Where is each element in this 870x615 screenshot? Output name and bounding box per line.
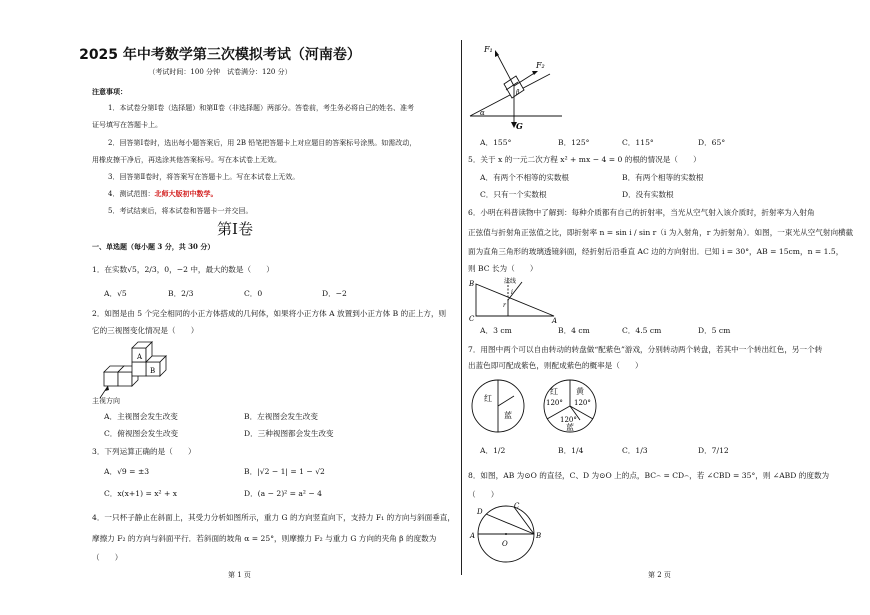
q8-circle-figure [468,502,548,564]
q4-incline-figure [466,38,566,132]
q7-choice-a[interactable]: A．1/2 [480,446,506,455]
wheel2-yellow-label: 黄 [576,387,584,396]
vertex-a-label: A [552,317,558,324]
q2-choice-a[interactable]: A．主视图会发生改变 [104,412,178,421]
q1-choice-b[interactable]: B．2/3 [168,289,194,298]
q6-prism-figure [466,274,566,324]
q3-choice-a[interactable]: A．√9 = ±3 [104,467,150,476]
question-2-stem: 2．如图是由 5 个完全相同的小正方体搭成的几何体，如果将小正方体 A 放置到小正方体 B 的正上方，则 [92,309,447,318]
q4-choice-c[interactable]: C．115° [622,138,654,147]
vertex-b-label: B [469,280,475,288]
wheel2-blue-label: 蓝 [566,423,574,432]
wheel1-blue-label: 蓝 [504,411,512,420]
wheel2-angle-label: 120° [546,399,563,407]
wheel1-red-label: 红 [484,394,492,403]
page-title: 2025 年中考数学第三次模拟考试（河南卷） [79,47,361,63]
notice-line: 2．回答第Ⅰ卷时，选出每小题答案后，用 2B 铅笔把答题卡上对应题目的答案标号涂黑。如需改动， [108,139,417,147]
question-6-stem-cont: 面为直角三角形的玻璃透镜斜面，经折射后沿垂直 AC 边的方向射出．已知 i = 30°，AB = 15cm，n = 1.5， [468,247,844,256]
question-6-stem-cont: 则 BC 长为（ ） [468,264,538,273]
question-3-stem: 3．下列运算正确的是（ ） [92,447,196,456]
page-divider [461,40,462,575]
center-o-label: O [502,540,508,548]
wheel2-angle-label: 120° [574,399,591,407]
q5-choice-d[interactable]: D．没有实数根 [622,190,674,199]
point-a-label: A [470,532,476,540]
angle-r-label: r [503,302,506,309]
angle-i-label: i [511,289,513,296]
q1-choice-c[interactable]: C．0 [244,289,263,298]
question-4-blank: （ ） [92,553,123,562]
question-5-stem: 5．关于 x 的一元二次方程 x² + mx − 4 = 0 的根的情况是（ ） [468,155,701,164]
question-6-stem-cont: 正弦值与折射角正弦值之比，即折射率 n = sin i / sin r（i 为入射角，r 为折射角）．如图，一束光从空气射向横截 [468,228,854,237]
angle-alpha-label: α [480,109,485,117]
q5-choice-a[interactable]: A．有两个不相等的实数根 [480,173,570,182]
question-8-blank: （ ） [468,490,499,499]
q6-choice-d[interactable]: D．5 cm [698,326,731,335]
force-f2-label: F₂ [536,61,545,70]
q2-choice-b[interactable]: B．左视图会发生改变 [244,412,318,421]
question-1-stem: 1．在实数√5，2/3，0，−2 中，最大的数是（ ） [92,265,274,274]
exam-subtitle: （考试时间：100 分钟 试卷满分：120 分） [148,68,292,76]
notice-line: 用橡皮擦干净后，再选涂其他答案标号。写在本试卷上无效。 [92,156,281,164]
q7-spinner-figure [470,378,610,436]
figure-caption: 主视方向 [92,397,120,405]
q7-choice-d[interactable]: D．7/12 [698,446,729,455]
test-scope: 北师大版初中数学。 [154,189,218,198]
notice-line: 1．本试卷分第Ⅰ卷（选择题）和第Ⅱ卷（非选择题）两部分。答卷前，考生务必将自己的姓名、准考 [108,104,414,112]
notice-line [108,189,217,199]
q4-choice-a[interactable]: A．155° [480,138,512,147]
part-heading: 一、单选题（每小题 3 分，共 30 分） [92,242,215,251]
q1-choice-d[interactable]: D．−2 [322,289,347,298]
q5-choice-c[interactable]: C．只有一个实数根 [480,190,547,199]
notice-heading: 注意事项： [92,87,127,96]
page-footer-1: 第 1 页 [228,571,251,579]
q7-choice-b[interactable]: B．1/4 [558,446,584,455]
question-7-stem-cont: 出蓝色即可配成紫色，则配成紫色的概率是（ ） [468,361,643,370]
q5-choice-b[interactable]: B．有两个相等的实数根 [622,173,704,182]
point-b-label: B [536,532,542,540]
question-6-stem: 6．小明在科普读物中了解到：每种介质都有自己的折射率，当光从空气射入该介质时，折射率为入射角 [468,208,815,217]
q2-cube-figure [96,338,186,404]
notice-line: 5．考试结束后，将本试卷和答题卡一并交回。 [108,207,253,215]
angle-beta-label: β [516,89,520,96]
page-footer-2: 第 2 页 [648,571,671,579]
question-2-stem-cont: 它的三视图变化情况是（ ） [92,326,199,335]
vertex-c-label: C [469,315,475,323]
notice-line: 证号填写在答题卡上。 [92,121,162,129]
normal-line-label: 法线 [504,278,517,285]
q6-choice-a[interactable]: A．3 cm [480,326,512,335]
question-4-stem: 4．一只杯子静止在斜面上，其受力分析如图所示，重力 G 的方向竖直向下，支持力 F₁ 的方向与斜面垂直， [92,513,455,522]
section-title: 第Ⅰ卷 [217,220,253,238]
force-f1-label: F₁ [484,45,493,54]
q7-choice-c[interactable]: C．1/3 [622,446,648,455]
q6-choice-c[interactable]: C．4.5 cm [622,326,662,335]
q6-choice-b[interactable]: B．4 cm [558,326,590,335]
wheel2-angle-label: 120° [560,416,577,424]
notice-label: 4．测试范围： [108,190,155,198]
cube-label-a: A [137,353,143,361]
q3-choice-c[interactable]: C．x(x+1) = x² + x [104,489,178,498]
point-c-label: C [514,502,520,510]
q2-choice-c[interactable]: C．俯视图会发生改变 [104,429,179,438]
question-7-stem: 7．用图中两个可以自由转动的转盘做“配紫色”游戏，分别转动两个转盘，若其中一个转出红色，另一个转 [468,345,823,354]
q4-choice-b[interactable]: B．125° [558,138,590,147]
q2-choice-d[interactable]: D．三种视图都会发生改变 [244,429,334,438]
q3-choice-d[interactable]: D．(a − 2)² = a² − 4 [244,489,322,498]
wheel2-red-label: 红 [550,387,558,396]
q4-choice-d[interactable]: D．65° [698,138,726,147]
point-d-label: D [477,508,483,516]
notice-line: 3．回答第Ⅱ卷时，将答案写在答题卡上。写在本试卷上无效。 [108,173,300,181]
gravity-g-label: G [516,121,523,131]
question-4-stem-cont: 摩擦力 F₂ 的方向与斜面平行．若斜面的坡角 α = 25°，则摩擦力 F₂ 与重力 G 方向的夹角 β 的度数为 [92,534,437,543]
question-8-stem: 8．如图，AB 为⊙O 的直径，C、D 为⊙O 上的点，BC⌢ = CD⌢，若 ∠CBD = 35°，则 ∠ABD 的度数为 [468,471,830,480]
q1-choice-a[interactable]: A．√5 [104,289,127,298]
q3-choice-b[interactable]: B．|√2 − 1| = 1 − √2 [244,467,325,476]
cube-label-b: B [150,367,156,375]
